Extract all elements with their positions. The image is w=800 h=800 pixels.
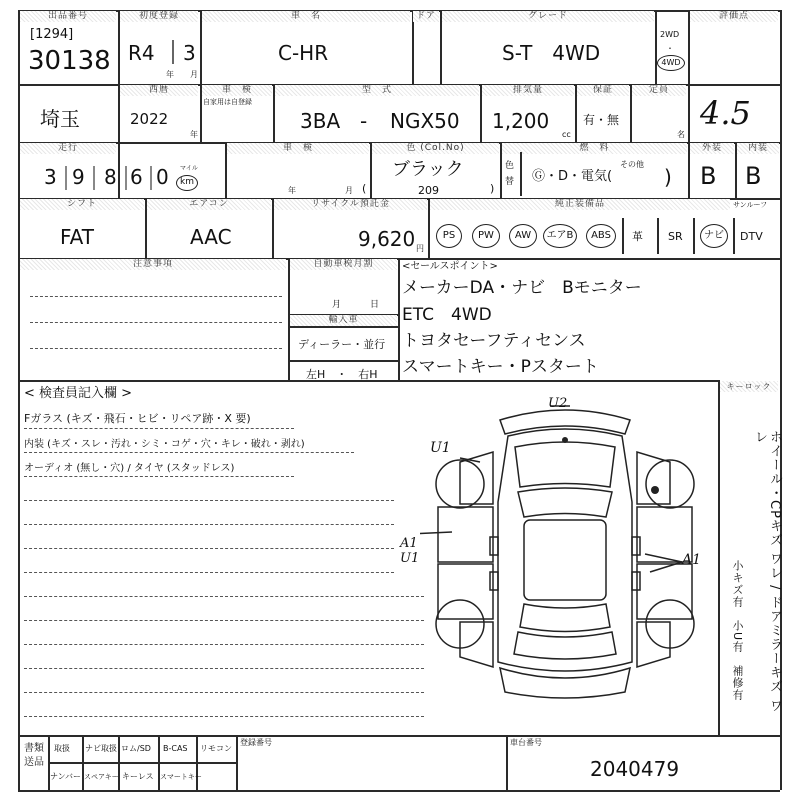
chassis-no: 2040479 xyxy=(590,757,680,781)
color-change-divider xyxy=(520,152,522,196)
bottom-col3: ロム/SD xyxy=(121,744,151,753)
car-name-label: 車 名 xyxy=(202,11,410,22)
color-change: 色替 xyxy=(505,161,515,187)
sales-point-3: トヨタセーフティセンス xyxy=(402,331,586,351)
bottom-col1: 取扱 xyxy=(54,744,70,753)
lot-number: 30138 xyxy=(28,46,111,76)
katashiki-prefix: 3BA xyxy=(300,109,341,133)
warranty: 有・無 xyxy=(583,113,620,127)
equip-ps: PS xyxy=(436,224,462,248)
score-label: 評価点 xyxy=(690,11,778,22)
inspector-rule-12 xyxy=(24,692,424,693)
color-paren-open: ( xyxy=(362,182,367,195)
mileage-digit-1: 3 xyxy=(44,165,57,189)
shift: FAT xyxy=(60,225,95,249)
mileage-digit-2: 9 xyxy=(72,165,85,189)
displacement-unit: cc xyxy=(562,130,571,139)
prefecture: 埼玉 xyxy=(40,107,80,131)
equip-airbag: エアB xyxy=(543,224,577,248)
displacement-value: 1,200 xyxy=(492,109,550,133)
inspector-rule-2 xyxy=(24,452,354,453)
inspector-line-1: Fガラス (キズ・飛石・ヒビ・リペア跡・X 要) xyxy=(24,412,251,425)
katashiki-label: 型 式 xyxy=(275,85,479,96)
keylock-label: キーロック xyxy=(720,381,778,392)
bottom-reg-label: 登録番号 xyxy=(240,738,272,747)
equip-leather: 革 xyxy=(632,230,643,243)
year: 2022 xyxy=(130,110,169,128)
mileage-digit-3: 8 xyxy=(104,165,117,189)
damage-mark-top: U2 xyxy=(548,396,568,411)
capacity-label: 定員 xyxy=(632,85,686,96)
mileage-digit-5: 0 xyxy=(156,165,169,189)
first-reg-label: 初度登録 xyxy=(120,11,198,22)
bottom-col2b: スペアキー xyxy=(84,773,119,781)
inspector-line-3: オーディオ (無し・穴) / タイヤ (スタッドレス) xyxy=(24,463,235,474)
inspector-rule-11 xyxy=(24,668,424,669)
fuel-other: その他 xyxy=(620,160,644,169)
equip-label: 純正装備品 xyxy=(430,199,730,210)
equip-aw: AW xyxy=(509,224,537,248)
color-paren-close: ) xyxy=(490,182,495,195)
notes-line-1 xyxy=(30,296,282,297)
mileage-km-circled: km xyxy=(176,175,198,191)
capacity-unit: 名 xyxy=(677,130,685,139)
fuel-close: ) xyxy=(664,165,672,189)
first-reg-year-unit: 年 xyxy=(166,70,174,79)
dealer-rule xyxy=(288,360,398,362)
door-label: ドア xyxy=(413,11,439,22)
vrule-e xyxy=(655,10,657,84)
damage-mark-right-mid: A1 xyxy=(682,552,702,568)
aircon-label: エアコン xyxy=(147,199,271,210)
equip-pw: PW xyxy=(472,224,500,248)
notes-label: 注意事項 xyxy=(20,259,286,270)
outer-grade: B xyxy=(700,162,717,190)
inner-grade: B xyxy=(745,162,762,190)
equip-navi: ナビ xyxy=(700,224,728,248)
outer-label: 外装 xyxy=(690,143,734,154)
tax-day: 日 xyxy=(370,300,380,310)
grade-label: グレード xyxy=(442,11,654,22)
sales-point-1: メーカーDA・ナビ Bモニター xyxy=(402,278,642,298)
side-legend-2: 小キズ有 小U有 補修有 xyxy=(731,560,744,702)
vrule-t xyxy=(398,258,400,380)
dealer: ディーラー・並行 xyxy=(298,338,386,351)
mileage-sep-1 xyxy=(65,166,67,190)
chassis-label: 車 検 xyxy=(227,143,369,154)
bottom-vrule-6 xyxy=(236,735,238,790)
chassis-month-unit: 月 xyxy=(345,186,353,195)
drive-4wd-circled: 4WD xyxy=(657,55,685,71)
inspection-note: 自家用は自登録 xyxy=(203,98,252,106)
mileage-label: 走行 xyxy=(20,143,116,154)
fuel-label: 燃 料 xyxy=(502,143,687,154)
first-reg-month-unit: 月 xyxy=(190,70,198,79)
sales-point-4: スマートキー・Pスタート xyxy=(402,357,599,377)
moonroof-label: サンルーフ xyxy=(733,201,768,209)
chassis-year-unit: 年 xyxy=(288,186,296,195)
mileage-mile: マイル xyxy=(180,165,198,172)
side-legend: ホイール・CPキズ ワレ / ドアミラーキズ ワレ xyxy=(752,430,782,713)
mileage-digit-4: 6 xyxy=(130,165,143,189)
shift-label: シフト xyxy=(20,199,144,210)
drive-dot: ・ xyxy=(666,44,674,53)
seireki-label: 西暦 xyxy=(120,85,198,96)
inspector-rule-6 xyxy=(24,548,394,549)
recycle-unit: 円 xyxy=(416,244,424,253)
color-code: 209 xyxy=(418,184,439,197)
mileage-sep-3 xyxy=(125,166,127,190)
grade: S-T 4WD xyxy=(502,41,601,65)
recycle-value: 9,620 xyxy=(358,227,416,251)
inspector-title: < 検査員記入欄 > xyxy=(24,386,133,401)
score-handwritten: 4.5 xyxy=(700,94,751,132)
era-divider xyxy=(172,40,174,64)
mileage-sep-4 xyxy=(150,166,152,190)
inspector-rule-7 xyxy=(24,572,394,573)
equip-sep-3 xyxy=(693,218,695,254)
import-rule xyxy=(288,326,398,328)
warranty-label: 保証 xyxy=(577,85,629,96)
bottom-col1b: ナンバー xyxy=(50,772,82,781)
bottom-col2: ナビ取扱 xyxy=(85,744,117,753)
inspector-rule-1 xyxy=(24,428,294,429)
displacement-label: 排気量 xyxy=(482,85,574,96)
sales-point-2: ETC 4WD xyxy=(402,305,492,325)
vrule-a xyxy=(118,10,120,198)
drive-2wd: 2WD xyxy=(660,30,680,39)
first-reg-month: 3 xyxy=(183,41,196,65)
chassis-no-label: 車台番号 xyxy=(510,738,542,747)
vrule-b xyxy=(200,10,202,142)
sales-label: <セールスポイント> xyxy=(402,261,498,272)
inspector-rule-3 xyxy=(24,476,294,477)
bottom-col3b: キーレス xyxy=(122,772,154,781)
equip-dtv: DTV xyxy=(740,230,763,243)
first-reg-era: R4 xyxy=(128,41,155,65)
equip-sr: SR xyxy=(668,230,683,243)
inspector-line-2: 内装 (キズ・スレ・汚れ・シミ・コゲ・穴・キレ・破れ・剥れ) xyxy=(24,439,305,450)
border-bottom xyxy=(18,790,780,792)
notes-line-3 xyxy=(30,348,282,349)
equip-sep-2 xyxy=(657,218,659,254)
recycle-label: リサイクル預託金 xyxy=(274,199,427,210)
tax-label: 自動車税月割 xyxy=(290,259,397,270)
inspector-rule-8 xyxy=(24,596,424,597)
bottom-col5: リモコン xyxy=(200,744,232,753)
equip-sep-4 xyxy=(733,218,735,254)
bottom-mid-rule xyxy=(48,762,236,764)
car-name: C-HR xyxy=(278,41,329,65)
rule-bottom xyxy=(18,735,780,737)
inspection-label: 車 検 xyxy=(202,85,272,96)
steering: 左H ・ 右H xyxy=(306,368,378,381)
color-label: 色 (Col.No) xyxy=(372,143,499,154)
notes-line-2 xyxy=(30,322,282,323)
equip-abs: ABS xyxy=(586,224,616,248)
vrule-u xyxy=(718,380,720,735)
bottom-col4b: スマートキー xyxy=(160,773,202,781)
import-label: 輸入車 xyxy=(290,315,397,326)
mileage-sep-2 xyxy=(93,166,95,190)
border-left xyxy=(18,10,20,790)
inspector-rule-4 xyxy=(24,500,394,501)
fuel-options: Ⓖ・D・電気( xyxy=(532,169,613,184)
inspector-rule-13 xyxy=(24,716,424,717)
color-name: ブラック xyxy=(392,159,464,180)
lot-bracket: [1294] xyxy=(30,27,74,42)
equip-sep-1 xyxy=(622,218,624,254)
katashiki-code: NGX50 xyxy=(390,109,460,133)
bottom-vrule-7 xyxy=(506,735,508,790)
bottom-col4: B-CAS xyxy=(163,744,188,753)
damage-mark-left-mid: A1 U1 xyxy=(400,536,420,566)
katashiki-sep: - xyxy=(360,109,368,133)
inspector-rule-5 xyxy=(24,524,394,525)
lot-label: 出品番号 xyxy=(20,11,116,22)
car-damage-diagram xyxy=(420,392,710,712)
aircon: AAC xyxy=(190,225,232,249)
inspector-rule-10 xyxy=(24,644,424,645)
inner-label: 内装 xyxy=(737,143,779,154)
tax-month: 月 xyxy=(332,300,342,310)
vrule-f xyxy=(688,10,690,142)
bottom-left: 書類 送品 xyxy=(24,743,44,768)
year-unit-r2: 年 xyxy=(190,130,198,139)
inspector-rule-9 xyxy=(24,620,424,621)
damage-mark-left-top: U1 xyxy=(430,440,451,456)
